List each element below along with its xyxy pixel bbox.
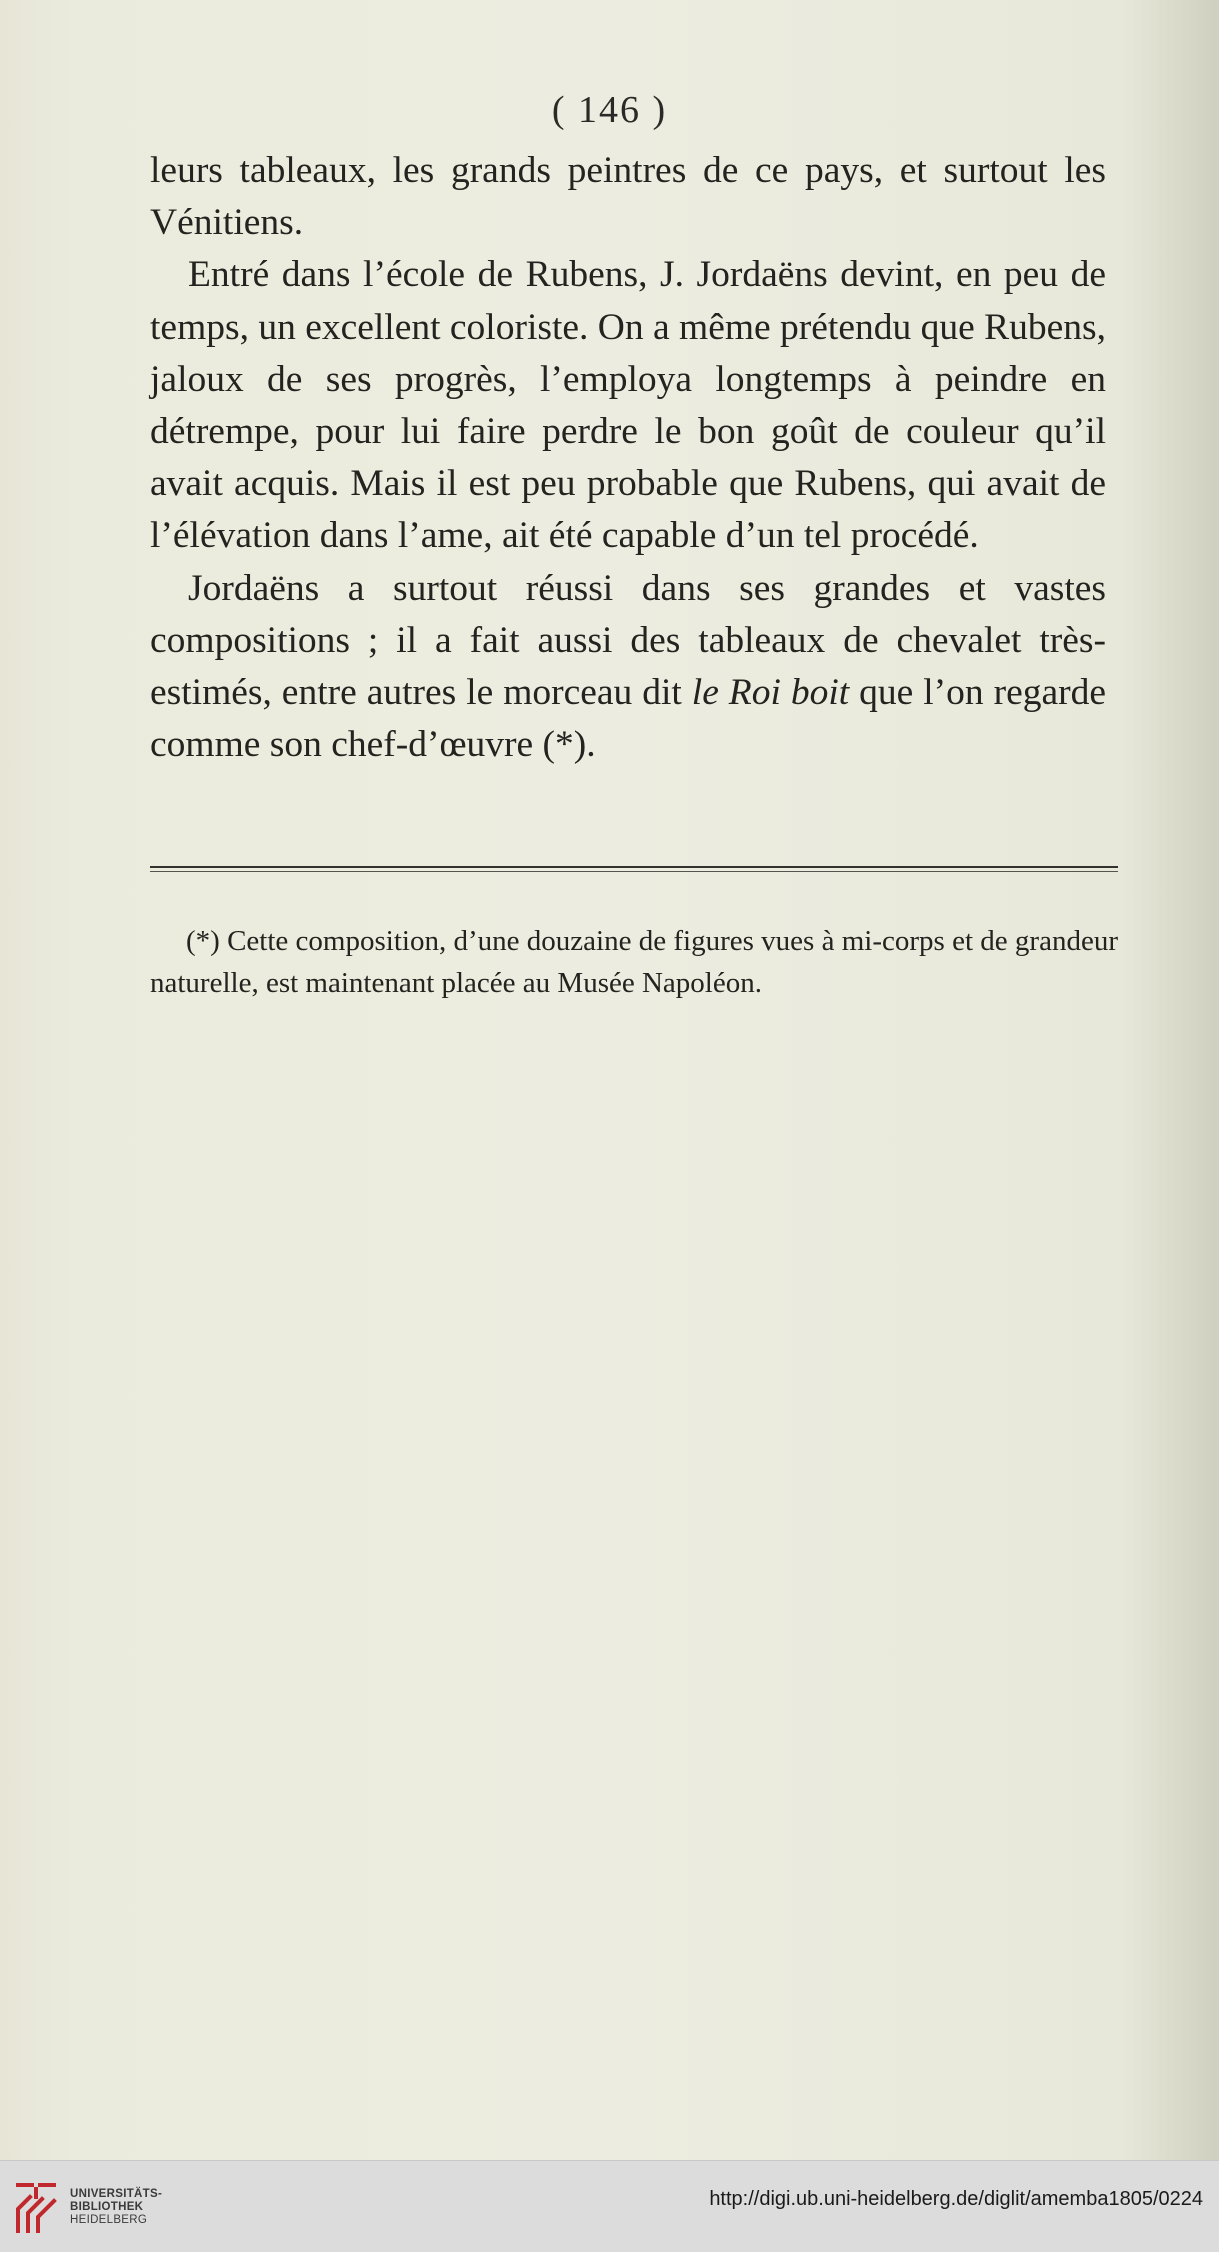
footnote-text: (*) Cette composition, d’une douzaine de figures vues à mi-corps et de grandeur naturelle, est maintenant placée au Musée Napoléon. xyxy=(150,925,1118,999)
paragraph-3-start: Jordaëns a surtout réussi dans ses grandes et vastes compositions ; il a fait aussi des tableaux de chevalet très-estimés, entre autres le morceau dit xyxy=(150,567,1106,714)
library-footer xyxy=(0,2160,1219,2252)
library-name xyxy=(70,2188,162,2227)
artwork-title: le Roi boit xyxy=(691,672,850,714)
permalink-url[interactable]: http://digi.ub.uni-heidelberg.de/diglit/amemba1805/0224 xyxy=(709,2188,1203,2210)
body-text xyxy=(150,145,1106,771)
university-library-logo-icon xyxy=(12,2179,60,2237)
footnote xyxy=(150,920,1118,1004)
library-name-line-3: HEIDELBERG xyxy=(70,2214,148,2226)
paragraph-1: leurs tableaux, les grands peintres de ce pays, et surtout les Vénitiens. xyxy=(150,150,1106,244)
library-name-line-1: UNIVERSITÄTS- xyxy=(70,2188,163,2200)
footnote-divider xyxy=(150,866,1118,868)
paragraph-3-end: que l’on regarde comme son chef-d’œuvre (*). xyxy=(150,672,1106,766)
footnote-divider-thin xyxy=(150,871,1118,872)
paragraph-2: Entré dans l’école de Rubens, J. Jordaëns devint, en peu de temps, un excellent coloriste. On a même prétendu que Rubens, jaloux de ses progrès, l’employa longtemps à peindre en détrempe, pour lui faire perdre le bon goût de couleur qu’il avait acquis. Mais il est peu probable que Rubens, qui avait de l’élévation dans l’ame, ait été capable d’un tel procédé. xyxy=(150,254,1106,557)
page-number: ( 146 ) xyxy=(551,89,668,131)
paragraph-3 xyxy=(150,563,1106,772)
library-name-line-2: BIBLIOTHEK xyxy=(70,2201,144,2213)
